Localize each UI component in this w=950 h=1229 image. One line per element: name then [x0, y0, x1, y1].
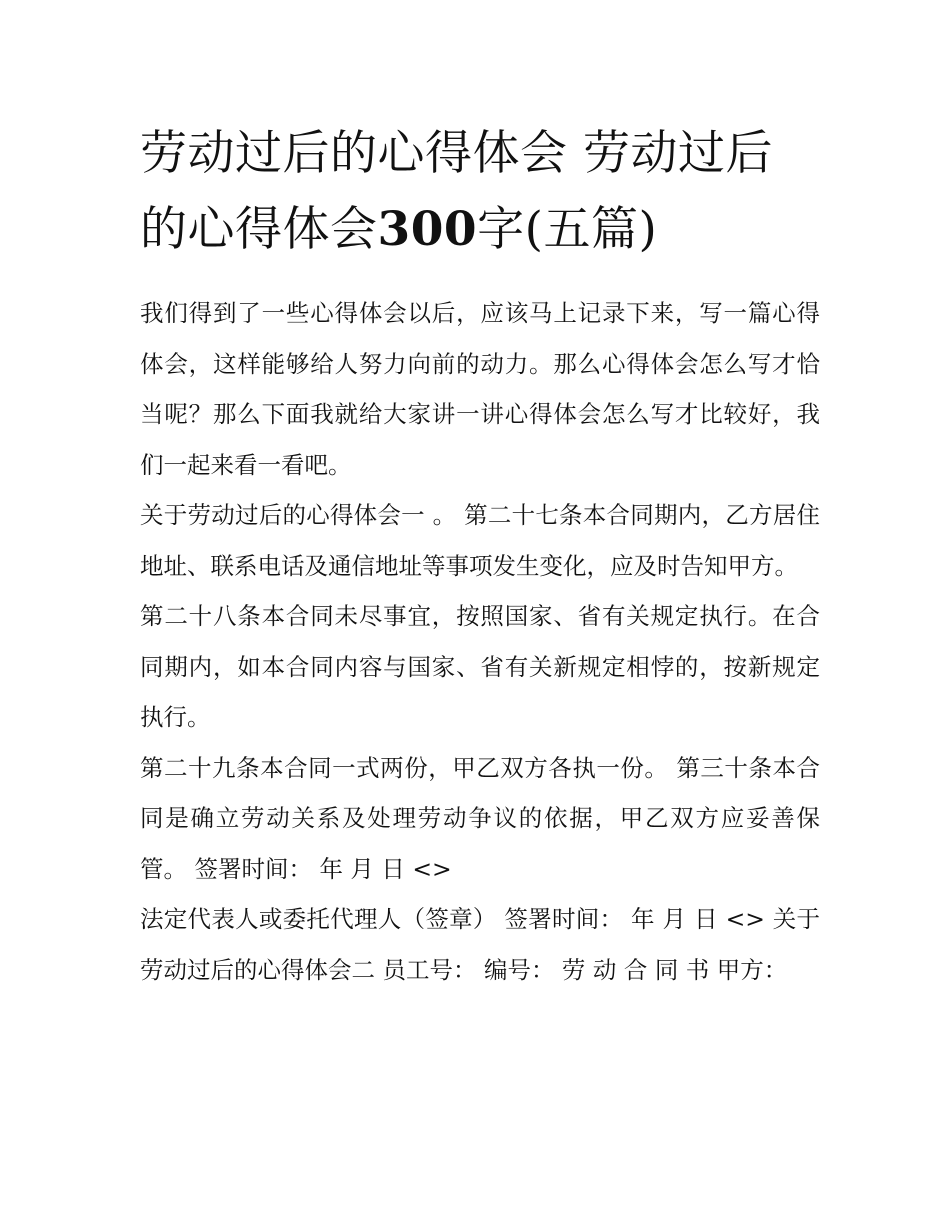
- paragraph-signature: 法定代表人或委托代理人（签章） 签署时间： 年 月 日 <> 关于劳动过后的心得体会二 员工号： 编号： 劳 动 合 同 书 甲方：: [140, 905, 820, 984]
- document-title: [140, 116, 820, 268]
- paragraph-article-28: 第二十八条本合同未尽事宜，按照国家、省有关规定执行。在合同期内，如本合同内容与国家、省有关新规定相悖的，按新规定执行。: [140, 602, 820, 731]
- paragraph-intro: 我们得到了一些心得体会以后，应该马上记录下来，写一篇心得体会，这样能够给人努力向前的动力。那么心得体会怎么写才恰当呢？那么下面我就给大家讲一讲心得体会怎么写才比较好，我们一起来看一看吧。: [140, 299, 820, 479]
- title-text-2: 字(五篇): [477, 202, 658, 257]
- title-text-1: 劳动过后的心得体会 劳动过后的心得体会: [140, 126, 773, 257]
- paragraph-article-27: 关于劳动过后的心得体会一 。 第二十七条本合同期内，乙方居住地址、联系电话及通信地址等事项发生变化，应及时告知甲方。: [140, 501, 820, 580]
- title-number: 300: [377, 202, 478, 257]
- document-page: [140, 116, 820, 995]
- paragraph-article-29-30: 第二十九条本合同一式两份，甲乙双方各执一份。 第三十条本合同是确立劳动关系及处理劳动争议的依据，甲乙双方应妥善保管。 签署时间： 年 月 日 <>: [140, 753, 820, 883]
